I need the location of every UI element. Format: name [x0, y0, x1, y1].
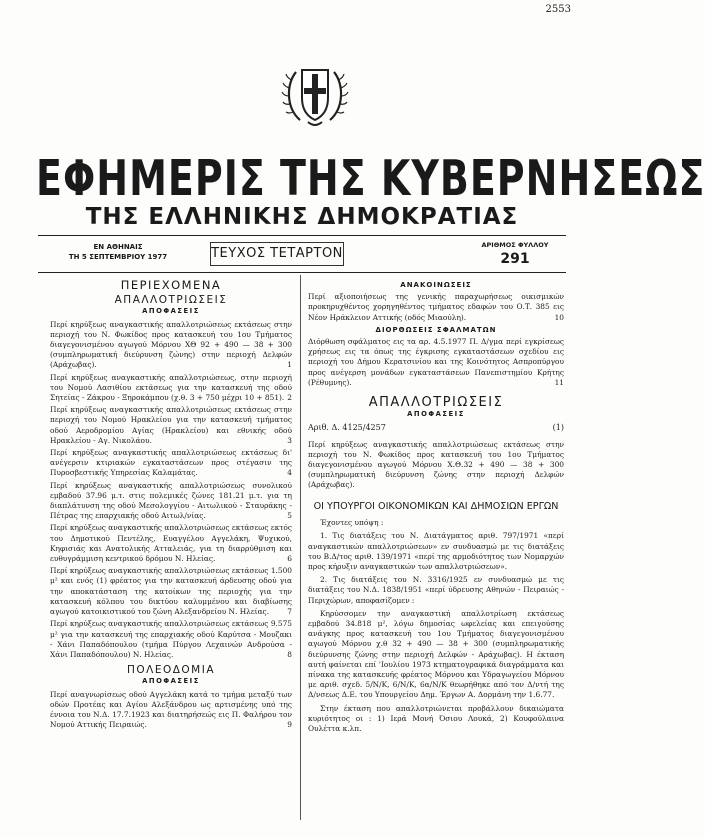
entry-page: 2 [287, 393, 292, 403]
having-regard: Έχοντες υπόψη : [320, 518, 384, 528]
issue-date: ΤΗ 5 ΣΕΠΤΕΜΒΡΙΟΥ 1977 [68, 253, 168, 261]
section-expropriations-title: ΑΠΑΛΛΟΤΡΙΩΣΕΙΣ [114, 294, 228, 307]
issue-place: ΕΝ ΑΘΗΝΑΙΣ [93, 243, 143, 251]
contents-entry[interactable]: Περί κηρύξεως αναγκαστικής απαλλοτριώσεως εκτάσεως 1.500 μ² και ενός (1) φρέατος για την κατασκευή άρδευσης οδού για την αποκατάσταση της κατοίκων της περιοχής για την κατασκευή κόλπου του δικτύου καλυμμένου και διαβίωσης αγωγού κατοικιστικού του ζώνη Αλεξανδρείου Ν. Ηλείας. 7 [50, 566, 292, 617]
sheet-number: 291 [500, 251, 530, 267]
contents-entry[interactable]: Περί αναγνωρίσεως οδού Αγγελάκη κατά το τμήμα μεταξύ των οδών Προτέας και Αγίου Αλεξάνδρου ως αρτισμένης υπό της έννοια του Ν.Δ. 17.7.1923 και διατηρήσεώς εις Π. Φαλήρου τον Νομού Αττικής Πειραιώς. 9 [50, 689, 292, 730]
body-paragraph: Κηρύσσομεν την αναγκαστική απαλλοτρίωση εκτάσεως εμβαδού 34.818 μ², λόγω δημοσίας ωφελείας και επειγούσης ανάγκης προς κατασκευή του 1ου Τμήματος διαγεγονισμένου αγωγού Μόρνου χ.θ 32 + 490 — 38 + 300 (συμπληρωματικής διεύρυνσης ζώνης στην περιοχή Δελφών - Αράχωβας). Η έκταση αυτή φαίνεται επί 'Ιουλίου 1973 κτηματογραφικά διαγράμματα και πίνακα της κατασκευής φρέατος Μόρνου και Υδραγωγείου Μόρνου με αριθ. σχεδ. 5/Ν/Κ, 6/Ν/Κ, 6α/Ν/Κ θεωρήθηκε από τον Δ/ντή της Δ/νσεως Δ.Ε. του Υπουργείου Δημ. Έργων Α. Δορμάνη την 1.6.77. [308, 608, 564, 700]
contents-heading: ΠΕΡΙΕΧΟΜΕΝΑ [120, 278, 222, 292]
decree-index: (1) [552, 423, 564, 433]
body-section-subtitle: ΑΠΟΦΑΣΕΙΣ [407, 410, 465, 419]
contents-entry[interactable]: Διόρθωση σφάλματος εις τα αρ. 4.5.1977 Π. Δ/γμα περί εγκρίσεως χρήσεως εις τα όπως της έγκρισης εγκαταστάσεων σχεδίου εις περιοχή του Δήμου Κερατσινίου και της Κοινότητος Ασπροπύργου προς ανέγερση μονάδων εγκαταστάσεων Πανεπιστημίου Κρήτης (Ρέθυμνης). 11 [308, 337, 564, 387]
ministry-heading: ΟΙ ΥΠΟΥΡΓΟΙ ΟΙΚΟΝΟΜΙΚΩΝ ΚΑΙ ΔΗΜΟΣΙΩΝ ΕΡΓΩΝ [313, 500, 559, 512]
entry-page: 1 [287, 360, 292, 370]
section-decisions-subtitle: ΑΠΟΦΑΣΕΙΣ [142, 307, 200, 316]
contents-entry[interactable]: Περί κηρύξεως αναγκαστικής απαλλοτριώσεως εκτάσεως στην περιοχή του Ν. Φωκίδος προς κατασκευή του 1ου Τμήματος διαγεγονισμένου αγωγού Μόρνου ΧΘ 92 + 490 — 38 + 300 (συμπληρωματική διεύρυνση ζώνης) στην περιοχή Δελφών (Αράχωβας). 1 [50, 319, 292, 370]
contents-entry[interactable]: Περί κηρύξεως αναγκαστικής απαλλοτριώσεως εκτάσεως δι' ανέγερσιν κτιριακών εγκαταστάσεων προς στέγασιν της Πυροσβεστικής Υπηρεσίας Καλαμάτας. 4 [50, 448, 292, 478]
section-decisions-subtitle: ΑΠΟΦΑΣΕΙΣ [142, 677, 200, 686]
contents-entry[interactable]: Περί κηρύξεως αναγκαστικής απαλλοτριώσεως εκτάσεως 9.575 μ² για την κατασκευή της επαρχιακής οδού Καρύτσα - Μουζακι - Χάνι Παπαδόπουλου (τμήμα Πύργου Λεχαινών Ανδρούσα - Χάνι Παπαδόπουλου) Ν. Ηλείας. 8 [50, 619, 292, 659]
body-paragraph: 2. Τις διατάξεις του Ν. 3316/1925 εν συνδυασμώ με τις διατάξεις του Ν.Δ. 1838/1951 «περί ύδρευσης Αθηνών - Πειραιώς - Περιχώρων, αποφασίζομεν : [308, 575, 564, 605]
entry-page: 6 [287, 554, 292, 564]
gazette-subtitle: ΤΗΣ ΕΛΛΗΝΙΚΗΣ ΔΗΜΟΚΡΑΤΙΑΣ [85, 204, 519, 230]
column-divider [300, 275, 301, 820]
sheet-label: ΑΡΙΘΜΟΣ ΦΥΛΛΟΥ [481, 241, 549, 249]
entry-page: 7 [287, 607, 292, 617]
gazette-title: ΕΦΗΜΕΡΙΣ ΤΗΣ ΚΥΒΕΡΝΗΣΕΩΣ [36, 150, 705, 207]
issue-volume: ΤΕΥΧΟΣ ΤΕΤΑΡΤΟΝ [210, 242, 344, 266]
decree-number: Αριθ. Δ. 4125/4257 [308, 423, 386, 433]
body-paragraph: 1. Τις διατάξεις του Ν. Διατάγματος αριθ. 797/1971 «περί αναγκαστικών απαλλοτριώσεων» εν συνδυασμώ με τις διατάξεις του Β.Δ/τος αριθ. 139/1971 «περί της αρμοδιότητος των Νομαρχών προς κήρυξιν αναγκαστικών των απαλλοτριώσεων». [308, 531, 564, 571]
contents-entry[interactable]: Περί κηρύξεως αναγκαστικής απαλλοτριώσεως εκτάσεως εκτός του Δημοτικού Πεντέλης, Ευαγγέλου Αγγελάκη, Ψυχικού, Κηφισιάς και Ανατολικής Ατταλειάς, για τη διαρρύθμιση και ευθυγράμμιση κεντρικού δρόμου Ν. Ηλείας. 6 [50, 523, 292, 564]
contents-column [50, 278, 292, 732]
entry-page: 3 [287, 435, 292, 445]
page-number: 2553 [545, 4, 571, 15]
body-column [308, 278, 564, 737]
header-rule-bottom [38, 272, 566, 273]
entry-page: 5 [287, 511, 292, 521]
issue-place-date [58, 242, 178, 262]
entry-page: 8 [287, 649, 292, 659]
header-rule-top [38, 235, 566, 236]
entry-page: 4 [287, 468, 292, 478]
entry-page: 9 [287, 720, 292, 730]
entry-page: 10 [554, 312, 564, 322]
coat-of-arms-emblem [282, 62, 348, 130]
contents-entry[interactable]: Περί κηρύξεως αναγκαστικής απαλλοτριώσεως εκτάσεως στην περιοχή του Νομού Ηρακλείου για την κατασκευή τμήματος οδού Αεροδρομίου Αγίας (Ηρακλείου) και εθνικής οδού Ηρακλείου - Αγ. Νικολάου. 3 [50, 405, 292, 445]
body-paragraph: Στην έκταση που απαλλοτριώνεται προβάλλουν δικαιώματα κυριότητος οι : 1) Ιερά Μονή Όσιου Λουκά, 2) Κουφούλαινα Ουλέττα κ.λπ. [308, 703, 564, 734]
section-urban-planning-title: ΠΟΛΕΟΔΟΜΙΑ [126, 664, 216, 677]
contents-entry[interactable]: Περί αξιοποιήσεως της γενικής παραχωρήσεως οικισμικών προκηρυχθέντος χορηγηθέντος τμήματος εδαφών του Ο.Τ. 385 εις Νέον Ηράκλειον Αττικής (οδός Μιαούλη). 10 [308, 292, 564, 322]
section-corrections-title: ΔΙΟΡΘΩΣΕΙΣ ΣΦΑΛΜΑΤΩΝ [375, 325, 497, 334]
contents-entry[interactable]: Περί κηρύξεως αναγκαστικής απαλλοτριώσεως συνολικού εμβαδού 37.96 μ.τ. στις πολεμικές ζώνες 181.21 μ.τ. για τη διαπλάτυνση της οδού Μεσολογγίου - Αιτωλικού - Σταυράκης - Πέτρας της επαρχιακής οδού Αιτωλ/νίας. 5 [50, 480, 292, 521]
entry-page: 11 [554, 377, 564, 387]
body-section-title: ΑΠΑΛΛΟΤΡΙΩΣΕΙΣ [368, 395, 504, 411]
section-announcements-title: ΑΝΑΚΟΙΝΩΣΕΙΣ [400, 281, 472, 289]
decree-title: Περί κηρύξεως αναγκαστικής απαλλοτριώσεως εκτάσεως στην περιοχή του Ν. Φωκίδος προς κατασκευή του 1ου Τμήματος διαγεγονισμένου αγωγού Μόρνου Χ.Θ.32 + 490 — 38 + 300 (συμπληρωματική διεύρυνση ζώνης στην περιοχή Δελφών (Αράχωβας). [308, 439, 564, 490]
decree-header [308, 423, 564, 433]
contents-entry[interactable]: Περί κηρύξεως αναγκαστικής απαλλοτριώσεως, στην περιοχή του Νομού Λασιθίου εκτάσεως για την κατασκευή της οδού Σητείας - Ζάκρου - Ξηροκάμπου (χ.θ. 3 + 750 μέχρι 10 + 851). 2 [50, 372, 292, 403]
sheet-info [470, 240, 560, 268]
